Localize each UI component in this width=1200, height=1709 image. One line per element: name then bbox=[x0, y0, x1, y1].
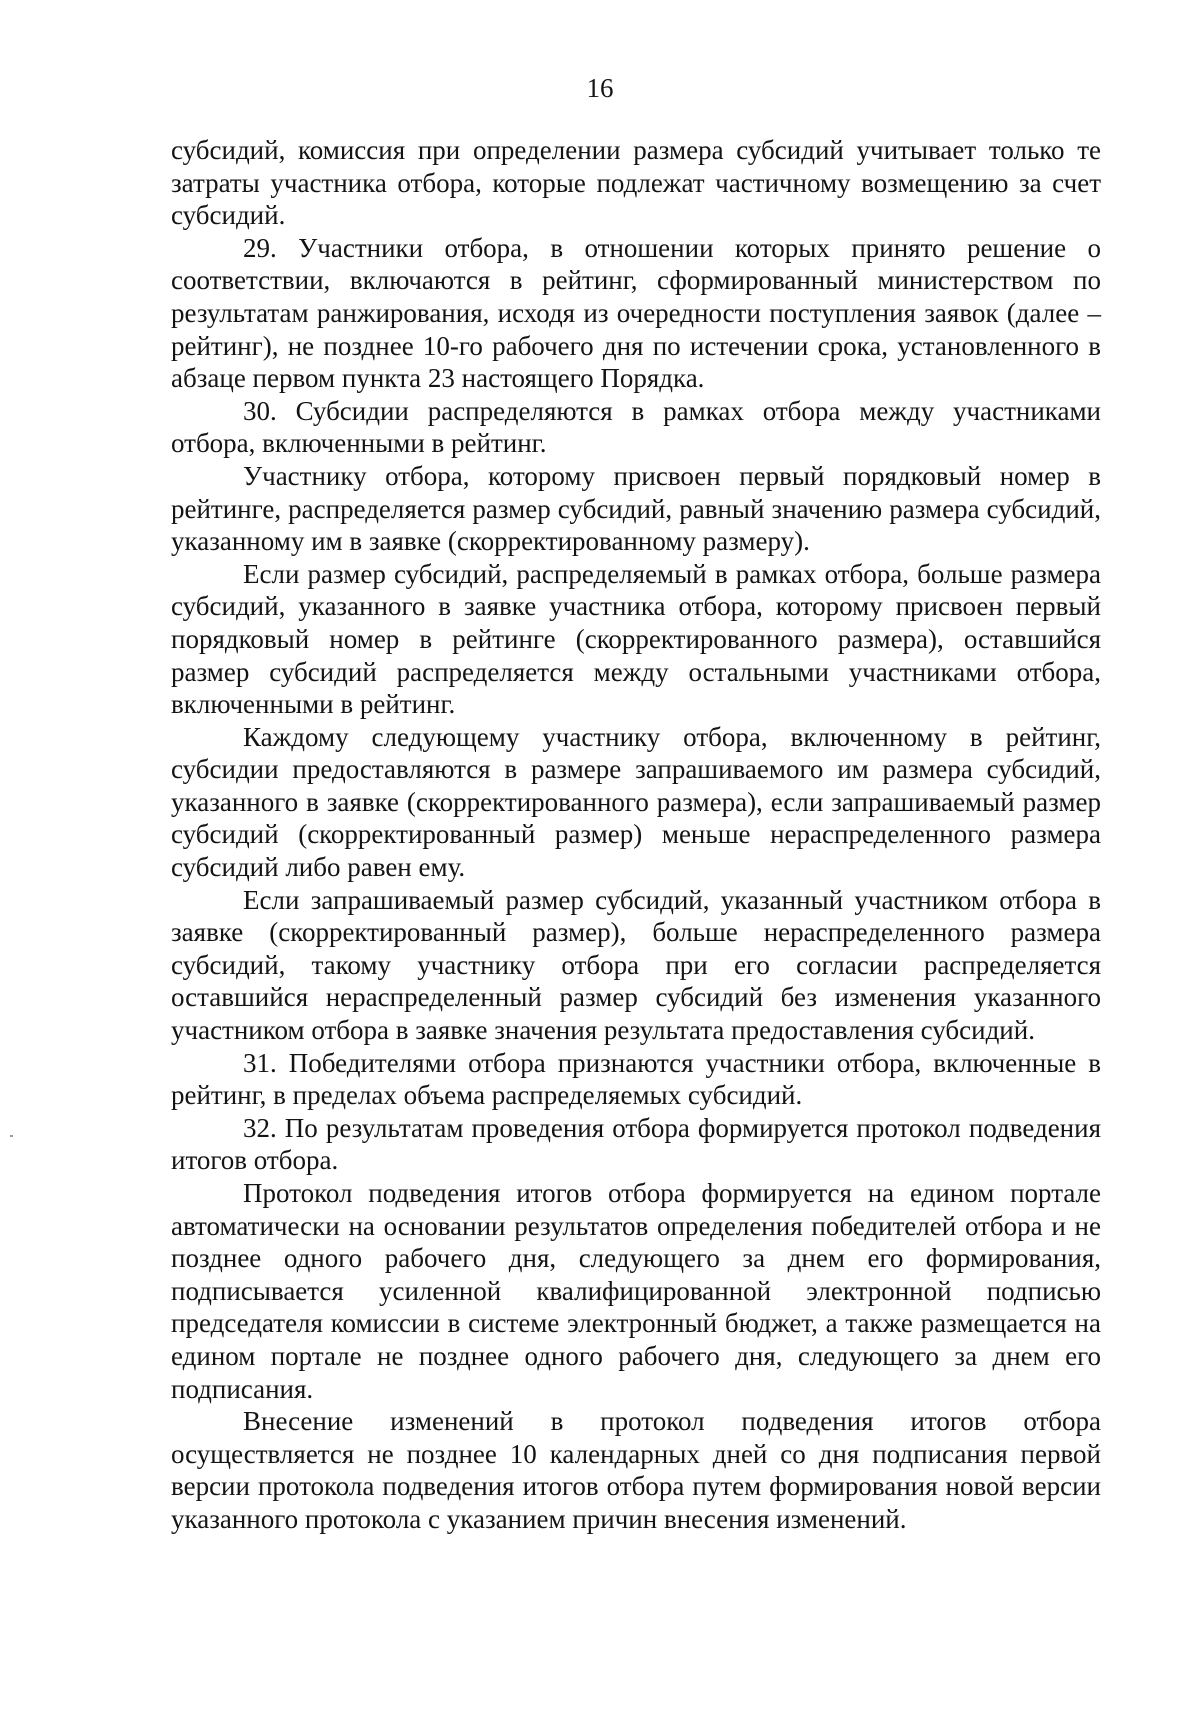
paragraph-first-rank-allocation: Участнику отбора, которому присвоен первый порядковый номер в рейтинге, распределяется размер субсидий, равный значению размера субсидий, указанному им в заявке (скорректированному размеру). bbox=[171, 460, 1101, 557]
paragraph-next-participant: Каждому следующему участнику отбора, включенному в рейтинг, субсидии предоставляются в размере запрашиваемого им размера субсидий, указанного в заявке (скорректированного размера), если запрашиваемый размер субсидий (скорректированный размер) меньше нераспределенного размера субсидий либо равен ему. bbox=[171, 721, 1101, 883]
paragraph-clause-30: 30. Субсидии распределяются в рамках отбора между участниками отбора, включенными в рейтинг. bbox=[171, 395, 1101, 459]
page-number: 16 bbox=[586, 73, 614, 103]
paragraph-continuation: субсидий, комиссия при определении размера субсидий учитывает только те затраты участника отбора, которые подлежат частичному возмещению за счет субсидий. bbox=[171, 135, 1101, 231]
paragraph-excess-request: Если запрашиваемый размер субсидий, указанный участником отбора в заявке (скорректированный размер), больше нераспределенного размера субсидий, такому участнику отбора при его согласии распределяется оставшийся нераспределенный размер субсидий без изменения указанного участником отбора в заявке значения результата предоставления субсидий. bbox=[171, 884, 1101, 1046]
paragraph-clause-32: 32. По результатам проведения отбора формируется протокол подведения итогов отбора. bbox=[171, 1112, 1101, 1176]
scan-margin-mark bbox=[10, 1135, 13, 1137]
paragraph-protocol-changes: Внесение изменений в протокол подведения итогов отбора осуществляется не позднее 10 календарных дней со дня подписания первой версии протокола подведения итогов отбора путем формирования новой версии указанного протокола с указанием причин внесения изменений. bbox=[171, 1406, 1101, 1534]
paragraph-clause-29: 29. Участники отбора, в отношении которых принято решение о соответствии, включаются в рейтинг, сформированный министерством по результатам ранжирования, исходя из очередности поступления заявок (далее – рейтинг), не позднее 10-го рабочего дня по истечении срока, установленного в абзаце первом пункта 23 настоящего Порядка. bbox=[171, 232, 1101, 394]
paragraph-clause-31: 31. Победителями отбора признаются участники отбора, включенные в рейтинг, в пределах объема распределяемых субсидий. bbox=[171, 1047, 1101, 1111]
paragraph-protocol-formation: Протокол подведения итогов отбора формируется на едином портале автоматически на основании результатов определения победителей отбора и не позднее одного рабочего дня, следующего за днем его формирования, подписывается усиленной квалифицированной электронной подписью председателя комиссии в системе электронный бюджет, а также размещается на едином портале не позднее одного рабочего дня, следующего за днем его подписания. bbox=[171, 1178, 1101, 1404]
document-body bbox=[171, 134, 1101, 1536]
paragraph-remaining-allocation: Если размер субсидий, распределяемый в рамках отбора, больше размера субсидий, указанного в заявке участника отбора, которому присвоен первый порядковый номер в рейтинге (скорректированного размера), оставшийся размер субсидий распределяется между остальными участниками отбора, включенными в рейтинг. bbox=[171, 558, 1101, 720]
